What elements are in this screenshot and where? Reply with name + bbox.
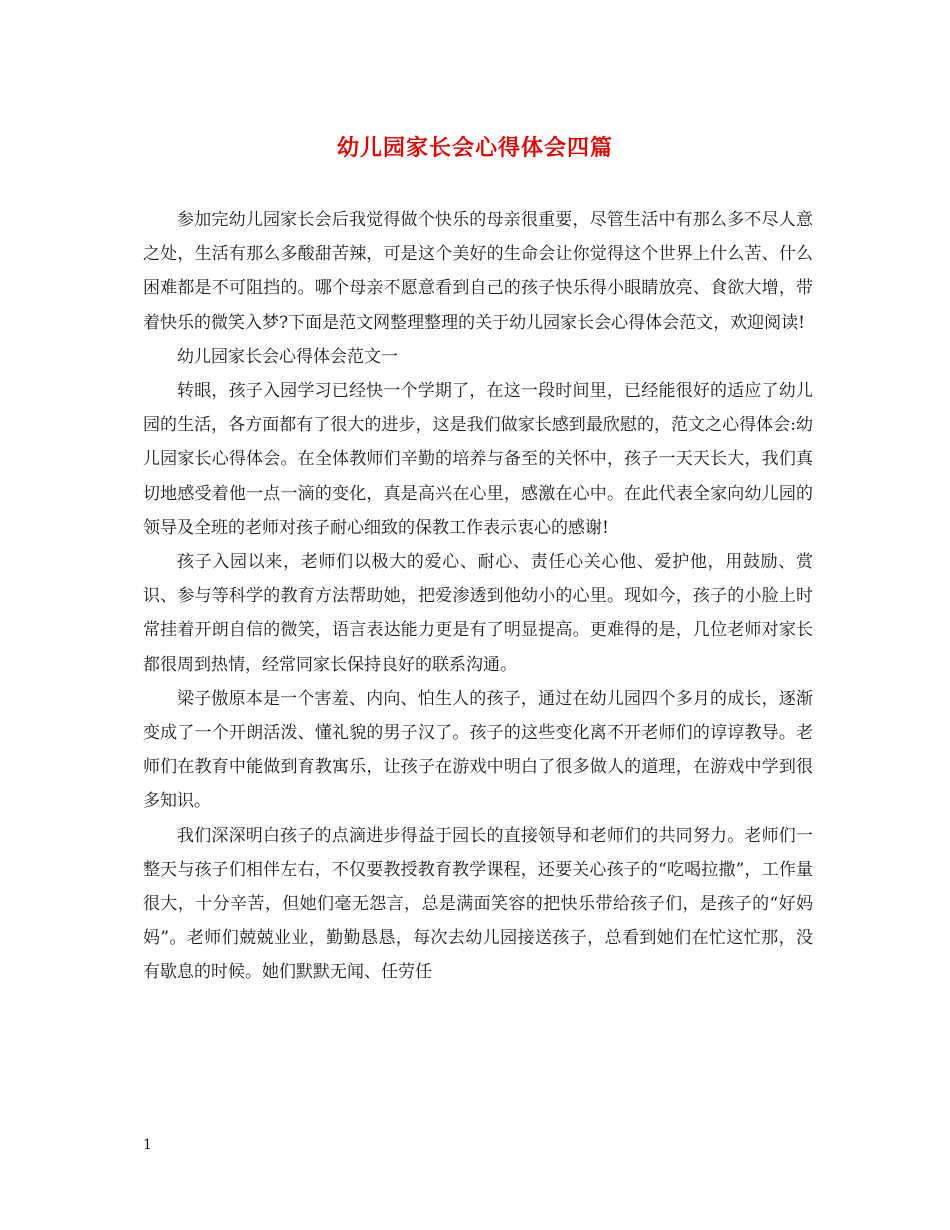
document-title: 幼儿园家长会心得体会四篇 <box>336 135 613 161</box>
section-heading: 幼儿园家长会心得体会范文一 <box>177 346 398 367</box>
paragraph: 梁子傲原本是一个害羞、内向、怕生人的孩子，通过在幼儿园四个多月的成长，逐渐变成了一个开朗活泼、懂礼貌的男子汉了。孩子的这些变化离不开老师们的谆谆教导。老师们在教育中能做到育教寓乐，让孩子在游戏中明白了很多做人的道理，在游戏中学到很多知识。 <box>143 688 813 812</box>
page-number: 1 <box>143 1137 152 1153</box>
document-body <box>143 203 813 990</box>
paragraph-intro: 参加完幼儿园家长会后我觉得做个快乐的母亲很重要，尽管生活中有那么多不尽人意之处，生活有那么多酸甜苦辣，可是这个美好的生命会让你觉得这个世界上什么苦、什么困难都是不可阻挡的。哪个母亲不愿意看到自己的孩子快乐得小眼睛放亮、食欲大增，带着快乐的微笑入梦?下面是范文网整理整理的关于幼儿园家长会心得体会范文，欢迎阅读! <box>143 210 813 333</box>
paragraph: 转眼，孩子入园学习已经快一个学期了，在这一段时间里，已经能很好的适应了幼儿园的生活，各方面都有了很大的进步，这是我们做家长感到最欣慰的，范文之心得体会:幼儿园家长心得体会。在全体教师们辛勤的培养与备至的关怀中，孩子一天天长大，我们真切地感受着他一点一滴的变化，真是高兴在心里，感激在心中。在此代表全家向幼儿园的领导及全班的老师对孩子耐心细致的保教工作表示衷心的感谢! <box>143 381 813 538</box>
paragraph: 我们深深明白孩子的点滴进步得益于园长的直接领导和老师们的共同努力。老师们一整天与孩子们相伴左右，不仅要教授教育教学课程，还要关心孩子的“吃喝拉撒”，工作量很大，十分辛苦，但她们毫无怨言，总是满面笑容的把快乐带给孩子们，是孩子的“好妈妈”。老师们兢兢业业，勤勤恳恳，每次去幼儿园接送孩子，总看到她们在忙这忙那，没有歇息的时候。她们默默无闻、任劳任 <box>143 825 813 983</box>
paragraph: 孩子入园以来，老师们以极大的爱心、耐心、责任心关心他、爱护他，用鼓励、赏识、参与等科学的教育方法帮助她，把爱渗透到他幼小的心里。现如今，孩子的小脸上时常挂着开朗自信的微笑，语言表达能力更是有了明显提高。更难得的是，几位老师对家长都很周到热情，经常同家长保持良好的联系沟通。 <box>143 552 813 675</box>
